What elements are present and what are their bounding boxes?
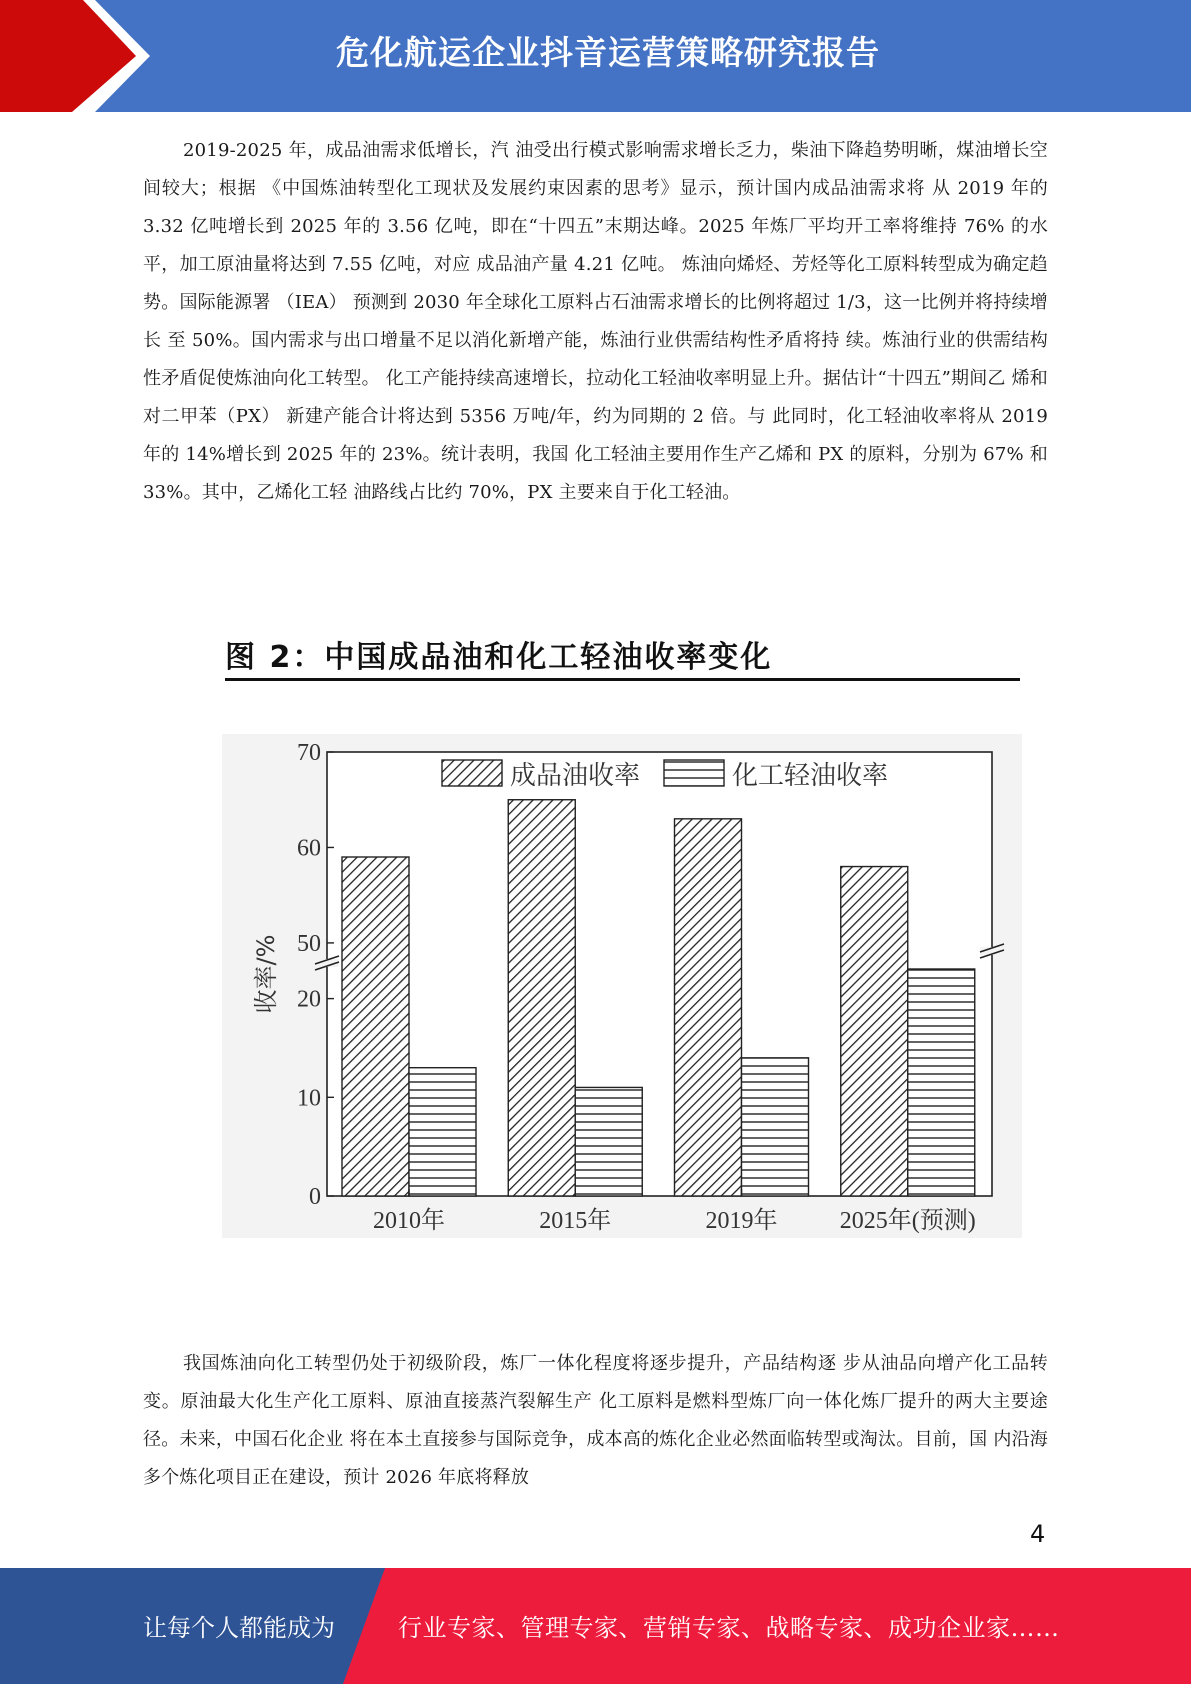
legend-label: 化工轻油收率 — [732, 761, 889, 791]
footer-slogan-left: 让每个人都能成为 — [143, 1614, 335, 1642]
bar — [508, 800, 575, 1196]
bar — [675, 819, 742, 1196]
x-tick-label: 2025年(预测) — [839, 1208, 976, 1234]
document-title: 危化航运企业抖音运营策略研究报告 — [336, 33, 880, 72]
bar — [841, 867, 908, 1196]
x-tick-label: 2010年 — [373, 1208, 445, 1234]
y-tick-label: 60 — [297, 835, 321, 862]
legend-swatch — [442, 760, 502, 786]
bar — [908, 969, 975, 1196]
bar — [742, 1058, 809, 1196]
bar — [575, 1087, 642, 1196]
x-tick-label: 2015年 — [539, 1208, 612, 1234]
bar-chart — [222, 734, 1022, 1238]
y-tick-label: 0 — [309, 1184, 321, 1210]
header-bar — [0, 0, 1191, 112]
x-tick-label: 2019年 — [705, 1208, 778, 1234]
y-tick-label: 70 — [297, 740, 321, 766]
y-tick-label: 10 — [297, 1085, 321, 1112]
y-axis-label: 收率/% — [252, 934, 280, 1014]
footer-slogan-right: 行业专家、管理专家、营销专家、战略专家、成功企业家…… — [398, 1614, 1060, 1642]
y-tick-label: 20 — [297, 986, 321, 1013]
legend-swatch — [664, 760, 724, 786]
y-tick-label: 50 — [297, 930, 321, 957]
figure-title: 图 2：中国成品油和化工轻油收率变化 — [225, 640, 773, 675]
legend-label: 成品油收率 — [510, 761, 641, 791]
bar — [342, 857, 409, 1196]
body-paragraph-1: 2019-2025 年，成品油需求低增长，汽 油受出行模式影响需求增长乏力，柴油下降趋势明晰，煤油增长空间较大；根据 《中国炼油转型化工现状及发展约束因素的思考》显示，预计国内成品油需求将 从 2019 年的 3.32 亿吨增长到 2025 年的 3.56 亿吨，即在“十四五”末期达峰。2025 年炼厂平均开工率将维持 76% 的水平，加工原油量将达到 7.55 亿吨，对应 成品油产量 4.21 亿吨。 炼油向烯烃、芳烃等化工原料转型成为确定趋势。国际能源署 （IEA） 预测到 2030 年全球化工原料占石油需求增长的比例将超过 1/3，这一比例并将持续增长 至 50%。国内需求与出口增量不足以消化新增产能，炼油行业供需结构性矛盾将持 续。炼油行业的供需结构性矛盾促使炼油向化工转型。 化工产能持续高速增长，拉动化工轻油收率明显上升。据估计“十四五”期间乙 烯和对二甲苯（PX） 新建产能合计将达到 5356 万吨/年，约为同期的 2 倍。与 此同时，化工轻油收率将从 2019 年的 14%增长到 2025 年的 23%。统计表明，我国 化工轻油主要用作生产乙烯和 PX 的原料，分别为 67% 和 33%。其中，乙烯化工轻 油路线占比约 70%，PX 主要来自于化工轻油。 — [143, 140, 1048, 503]
page-number: 4 — [1030, 1520, 1046, 1548]
body-paragraph-2: 我国炼油向化工转型仍处于初级阶段，炼厂一体化程度将逐步提升，产品结构逐 步从油品向增产化工品转变。原油最大化生产化工原料、原油直接蒸汽裂解生产 化工原料是燃料型炼厂向一体化炼厂提升的两大主要途径。未来，中国石化企业 将在本土直接参与国际竞争，成本高的炼化企业必然面临转型或淘汰。目前，国 内沿海多个炼化项目正在建设，预计 2026 年底将释放 — [143, 1353, 1048, 1488]
bar — [409, 1068, 476, 1196]
figure-title-rule — [225, 678, 1020, 681]
